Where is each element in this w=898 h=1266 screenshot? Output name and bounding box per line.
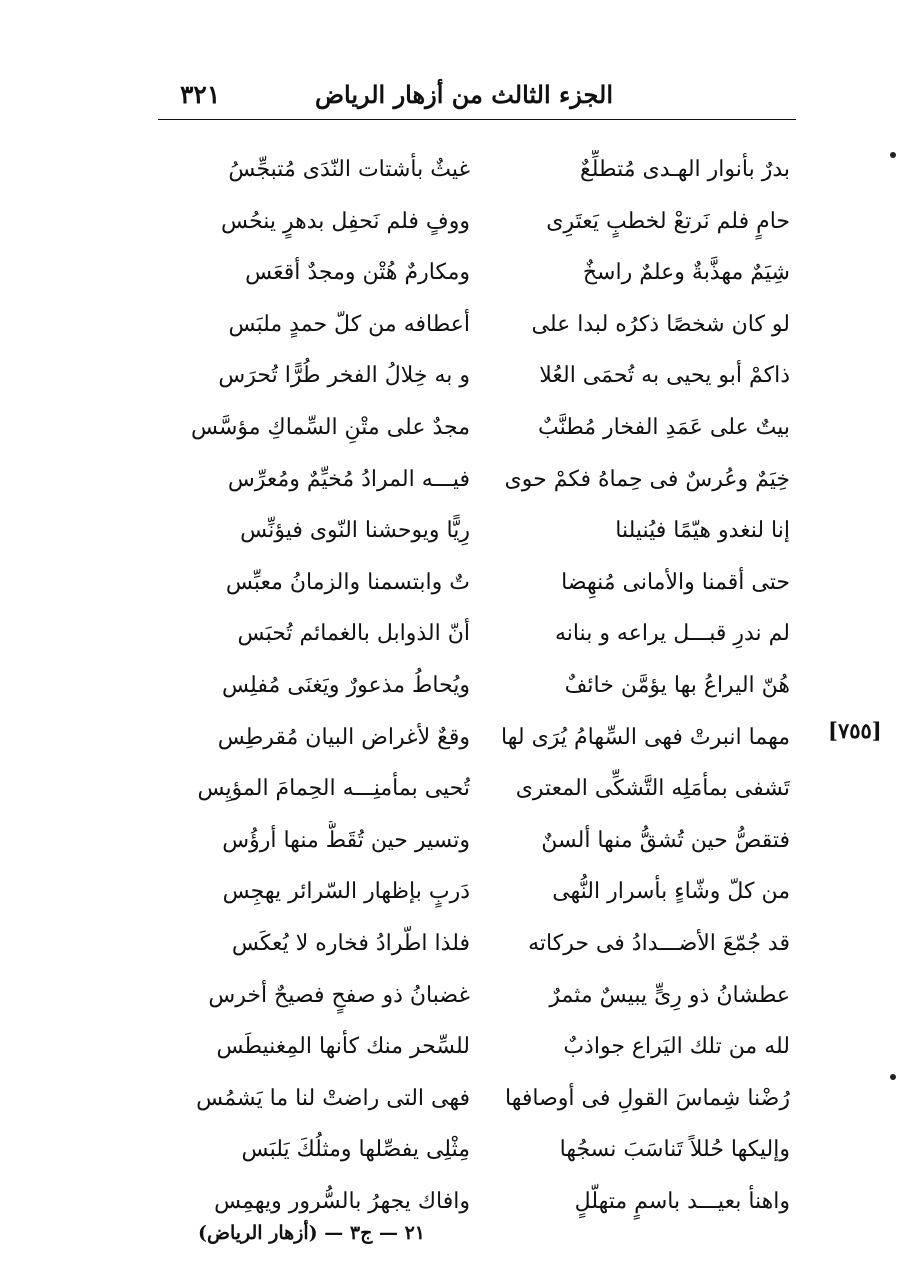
header-rule (158, 119, 796, 120)
second-hemistich: فيـــه المرادُ مُخيِّمٌ ومُعرِّس (227, 466, 470, 492)
verse-line (180, 1079, 790, 1131)
second-hemistich: مجدٌ على متْنِ السِّماكِ مؤسَّس (190, 414, 470, 440)
first-hemistich: لو كان شخصًا ذكرُه لبدا على (531, 311, 790, 337)
second-hemistich: للسِّحر منك كأنها المِغنيطَس (216, 1034, 470, 1060)
verse-line (180, 821, 790, 873)
first-hemistich: فتقصُّ حين تُشقُّ منها ألسنٌ (541, 827, 790, 853)
verse-line (180, 718, 790, 770)
verse-line (180, 202, 790, 254)
second-hemistich: تُحيى بمأمنِـــه الحِمامَ المؤيِس (197, 776, 470, 802)
first-hemistich: من كلّ وشّاءٍ بأسرار النُّهى (552, 879, 790, 905)
running-title: الجزء الثالث من أزهار الرياض (314, 80, 613, 109)
first-hemistich: حامٍ فلم نَرتعْ لخطبٍ يَعتَرِى (546, 208, 790, 234)
verse-line (180, 614, 790, 666)
second-hemistich: وافاك يجهرُ بالسُّرور ويهمِس (214, 1188, 470, 1214)
verse-line (180, 150, 790, 202)
verse-line (180, 408, 790, 460)
first-hemistich: مهما انبرتْ فهى السِّهامُ يُرَى لها (501, 724, 790, 750)
footer-signature: ٢١ — ج٣ — (أزهار الرياض) (198, 1222, 426, 1244)
first-hemistich: تَشفى بمأمَلِه التَّشكِّى المعترى (515, 776, 790, 802)
first-hemistich: خِيَمٌ وعُرسٌ فى حِماهُ فكمْ حوى (504, 466, 790, 492)
second-hemistich: غيثٌ بأشتات النّدَى مُتبجِّسُ (228, 157, 470, 182)
verse-line (180, 253, 790, 305)
second-hemistich: ومكارمٌ هُتْن ومجدٌ أقعَس (245, 260, 470, 286)
verse-line (180, 769, 790, 821)
first-hemistich: ذاكمْ أبو يحيى به تُحمَى العُلا (539, 363, 790, 389)
verse-line (180, 924, 790, 976)
first-hemistich: لله من تلك اليَراع جواذبٌ (563, 1034, 790, 1060)
second-hemistich: وتسير حين تُقَطُّ منها أرؤُس (222, 827, 470, 853)
second-hemistich: ووفٍ فلم نَحفِل بدهرٍ ينحُس (220, 208, 470, 234)
verse-line (180, 356, 790, 408)
second-hemistich: رِيًّا ويوحشنا النّوى فيؤنِّس (240, 518, 470, 544)
running-header (158, 78, 798, 118)
second-hemistich: ويُحاطُ مذعورٌ ويَغنَى مُفلِس (221, 672, 470, 698)
margin-dot-bottom (890, 1074, 896, 1080)
second-hemistich: أنّ الذوابل بالغمائم تُحبَس (237, 621, 470, 647)
second-hemistich: فلذا اطّرادُ فخاره لا يُعكَس (231, 930, 470, 956)
verse-line (180, 563, 790, 615)
poem (180, 150, 790, 1233)
margin-dot-top (890, 152, 896, 158)
first-hemistich: وإليكها حُللاً تَناسَبَ نسجُها (559, 1137, 790, 1163)
first-hemistich: إنا لنغدو هيّمًا فيُنيلنا (615, 518, 790, 544)
verse-line (180, 872, 790, 924)
first-hemistich: واهنأ بعيـــد باسمٍ متهلّلٍ (574, 1188, 790, 1214)
verse-line (180, 976, 790, 1028)
second-hemistich: غضبانُ ذو صفحٍ فصيحٌ أخرس (208, 982, 470, 1008)
first-hemistich: بدرٌ بأنوار الهـدى مُتطلِّعٌ (580, 157, 790, 182)
page-number: ٣٢١ (180, 80, 221, 109)
second-hemistich: فهى التى راضتْ لنا ما يَشمُس (196, 1085, 470, 1111)
second-hemistich: أعطافه من كلّ حمدٍ ملبَس (228, 311, 470, 337)
verse-line (180, 1027, 790, 1079)
second-hemistich: مِثْلِى يفصِّلها ومثلُكَ يَلبَس (241, 1137, 470, 1163)
first-hemistich: بيتٌ على عَمَدِ الفخار مُطنَّبٌ (537, 414, 790, 440)
second-hemistich: دَربٍ بإظهار السّرائر يهجِس (222, 879, 470, 905)
verse-line (180, 666, 790, 718)
first-hemistich: رُضْنا شِماسَ القولِ فى أوصافها (505, 1085, 790, 1111)
second-hemistich: تٌ وابتسمنا والزمانُ معبِّس (225, 569, 470, 595)
verse-line (180, 1130, 790, 1182)
verse-line (180, 305, 790, 357)
verse-line (180, 460, 790, 512)
first-hemistich: عطشانُ ذو رِىٍّ يبيسٌ مثمرٌ (549, 982, 790, 1008)
first-hemistich: لم ندرِ قبـــل يراعه و بنانه (554, 621, 790, 647)
second-hemistich: وقعٌ لأغراض البيان مُقرطِس (217, 724, 470, 750)
first-hemistich: قد جُمّعَ الأضـــدادُ فى حركاته (528, 930, 790, 956)
second-hemistich: و به خِلالُ الفخر طُرًّا تُحرَس (218, 363, 470, 389)
margin-verse-number: [٧٥٥] (828, 718, 882, 743)
first-hemistich: حتى أقمنا والأمانى مُنهِضا (561, 569, 790, 595)
first-hemistich: شِيَمٌ مهذَّبةٌ وعلمٌ راسخٌ (582, 260, 790, 286)
first-hemistich: هُنّ اليراعُ بها يؤمَّن خائفٌ (564, 672, 790, 698)
verse-line (180, 511, 790, 563)
